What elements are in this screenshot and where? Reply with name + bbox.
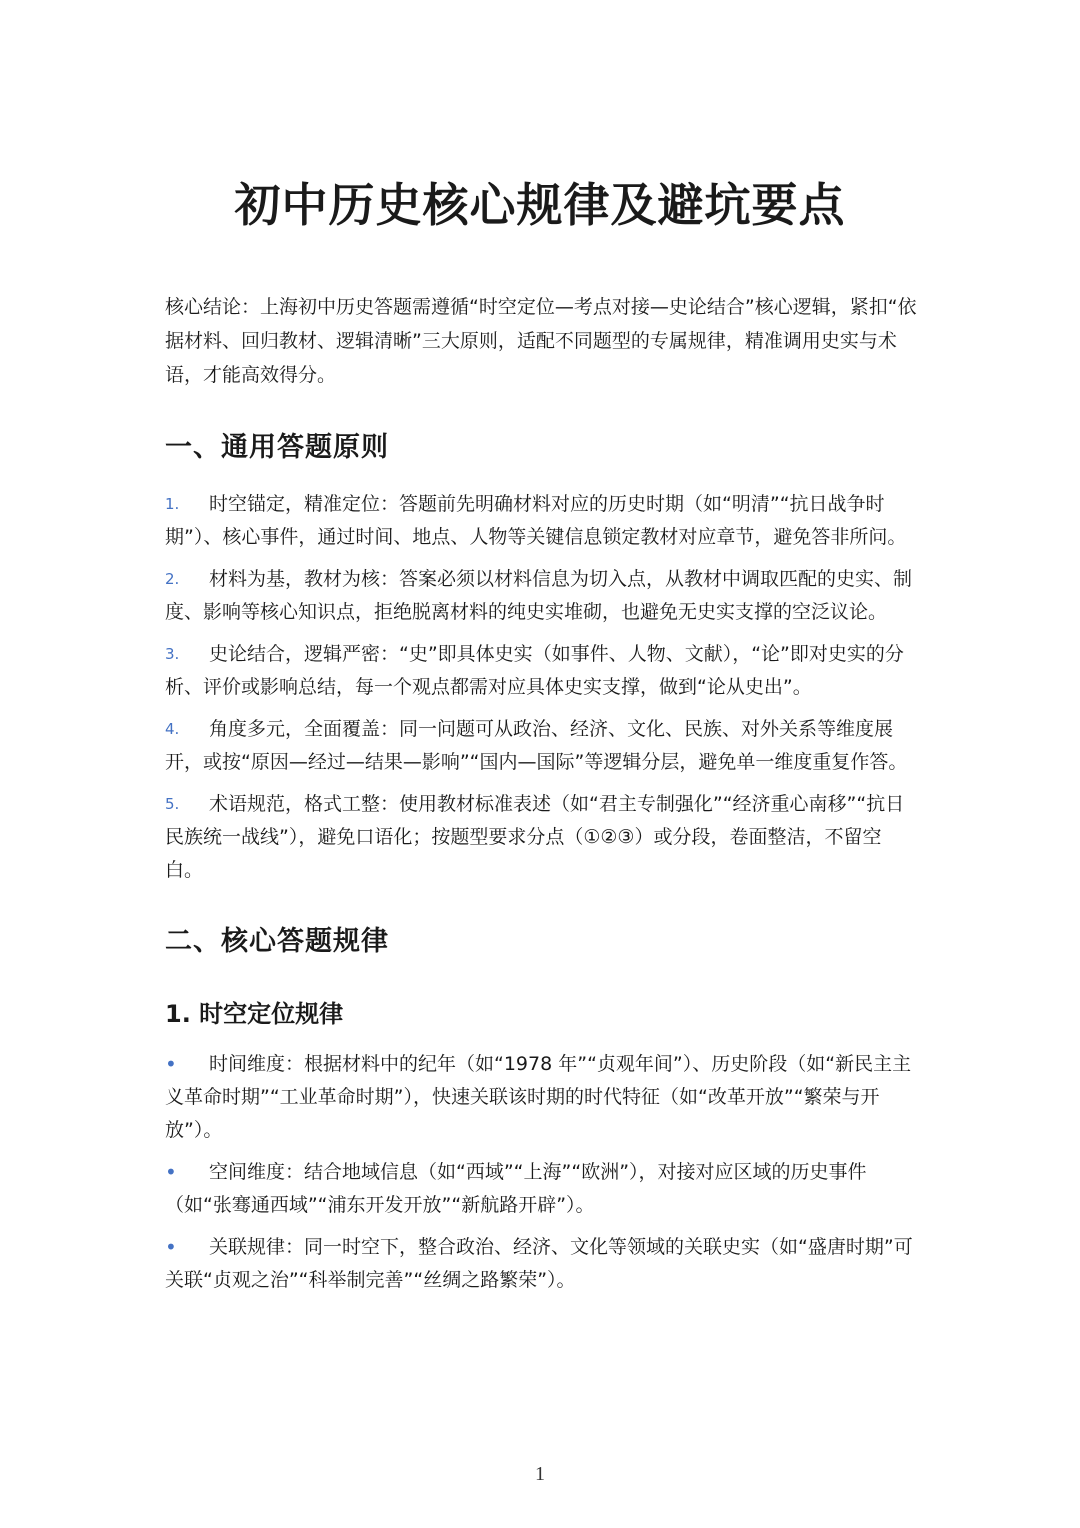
list-item (165, 788, 917, 887)
list-item-text: 史论结合，逻辑严密：“史”即具体史实（如事件、人物、文献），“论”即对史实的分析、评价或影响总结，每一个观点都需对应具体史实支撑，做到“论从史出”。 (165, 643, 904, 698)
list-item-text: 空间维度：结合地域信息（如“西域”“上海”“欧洲”），对接对应区域的历史事件（如“张骞通西域”“浦东开发开放”“新航路开辟”）。 (165, 1161, 867, 1216)
subsection-heading-spatiotemporal: 1. 时空定位规律 (165, 1000, 344, 1028)
page-number: 1 (535, 1463, 545, 1485)
general-principles-list (165, 488, 917, 887)
list-number: 1. (165, 495, 180, 513)
bullet-icon: • (165, 1052, 177, 1076)
spacer (165, 896, 917, 922)
document-title: 初中历史核心规律及避坑要点 (234, 178, 846, 232)
list-item-text: 时间维度：根据材料中的纪年（如“1978 年”“贞观年间”）、历史阶段（如“新民主主义革命时期”“工业革命时期”），快速关联该时期的时代特征（如“改革开放”“繁荣与开放”）。 (165, 1053, 912, 1141)
section-heading-general-principles: 一、通用答题原则 (165, 432, 389, 463)
bullet-icon: • (165, 1235, 177, 1259)
core-conclusion-paragraph: 核心结论：上海初中历史答题需遵循“时空定位—考点对接—史论结合”核心逻辑，紧扣“依据材料、回归教材、逻辑清晰”三大原则，适配不同题型的专属规律，精准调用史实与术语，才能高效得分。 (165, 296, 917, 386)
document-body (165, 290, 917, 1306)
list-item (165, 638, 917, 704)
list-item (165, 488, 917, 554)
spacer (165, 982, 917, 996)
bullet-icon: • (165, 1160, 177, 1184)
spatiotemporal-rules-list (165, 1048, 917, 1297)
section-heading-core-rules: 二、核心答题规律 (165, 926, 389, 957)
list-item-text: 时空锚定，精准定位：答题前先明确材料对应的历史时期（如“明清”“抗日战争时期”）、核心事件，通过时间、地点、人物等关键信息锁定教材对应章节，避免答非所问。 (165, 493, 907, 548)
list-item-text: 术语规范，格式工整：使用教材标准表述（如“君主专制强化”“经济重心南移”“抗日民族统一战线”），避免口语化；按题型要求分点（①②③）或分段，卷面整洁，不留空白。 (165, 793, 905, 881)
list-item-text: 材料为基，教材为核：答案必须以材料信息为切入点，从教材中调取匹配的史实、制度、影响等核心知识点，拒绝脱离材料的纯史实堆砌，也避免无史实支撑的空泛议论。 (165, 568, 913, 623)
list-number: 2. (165, 570, 180, 588)
list-item-text: 角度多元，全面覆盖：同一问题可从政治、经济、文化、民族、对外关系等维度展开，或按“原因—经过—结果—影响”“国内—国际”等逻辑分层，避免单一维度重复作答。 (165, 718, 908, 773)
list-number: 5. (165, 795, 180, 813)
list-item (165, 1231, 917, 1297)
list-item (165, 1048, 917, 1147)
list-number: 3. (165, 645, 180, 663)
list-number: 4. (165, 720, 180, 738)
list-item-text: 关联规律：同一时空下，整合政治、经济、文化等领域的关联史实（如“盛唐时期”可关联“贞观之治”“科举制完善”“丝绸之路繁荣”）。 (165, 1236, 913, 1291)
list-item (165, 563, 917, 629)
list-item (165, 713, 917, 779)
list-item (165, 1156, 917, 1222)
